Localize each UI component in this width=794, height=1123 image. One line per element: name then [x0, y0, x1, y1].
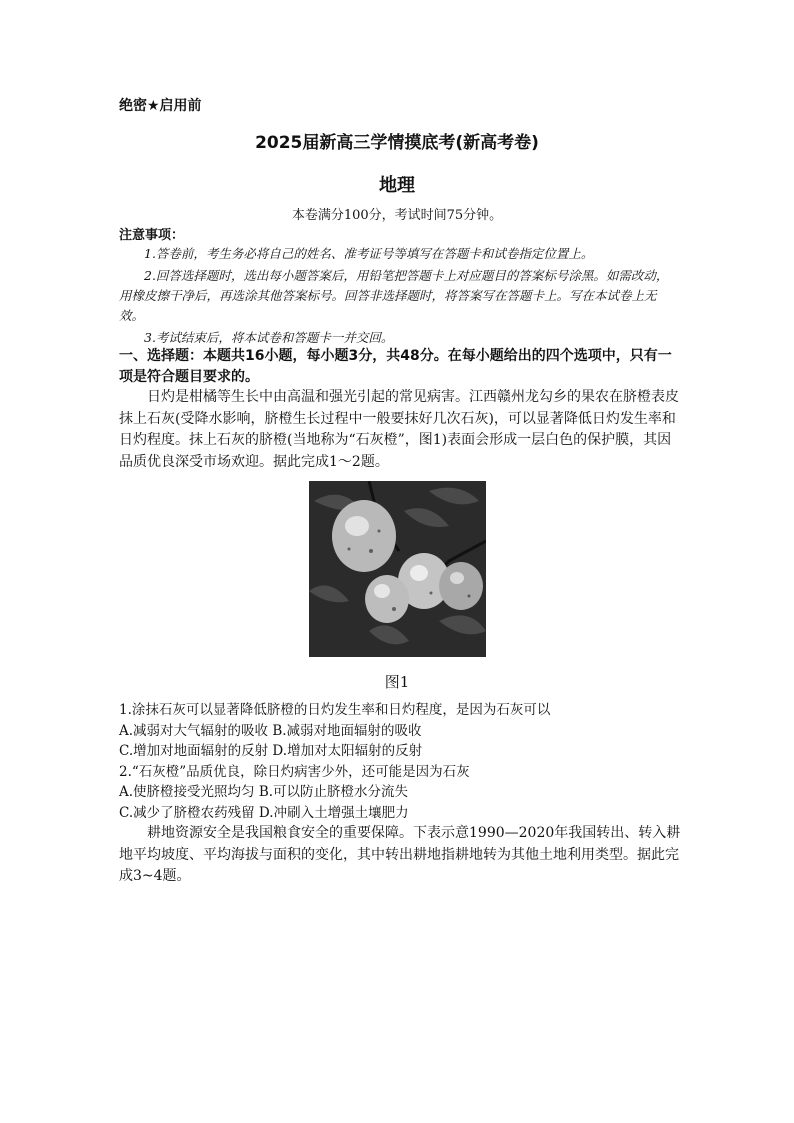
notice-item: 1.答卷前，考生务必将自己的姓名、准考证号等填写在答题卡和试卷指定位置上。 — [144, 246, 594, 261]
questions-block — [119, 700, 679, 823]
notice-list — [119, 244, 679, 350]
passage-farmland: 耕地资源安全是我国粮食安全的重要保障。下表示意1990—2020年我国转出、转入耕地平均坡度、平均海拔与面积的变化，其中转出耕地指耕地转为其他土地利用类型。据此完成3~4题。 — [119, 825, 681, 884]
notice-heading: 注意事项： — [119, 228, 185, 243]
subject-title: 地理 — [379, 175, 415, 196]
question-2-stem: 2.“石灰橙”品质优良，除日灼病害少外，还可能是因为石灰 — [119, 763, 470, 780]
orange-photo-drawing — [309, 481, 486, 657]
score-time-line: 本卷满分100分，考试时间75分钟。 — [291, 208, 503, 223]
secret-mark: 绝密★启用前 — [119, 98, 202, 114]
exam-title: 2025届新高三学情摸底考(新高考卷) — [255, 133, 539, 153]
navel-orange-photo — [309, 481, 486, 657]
section-heading: 一、选择题：本题共16小题，每小题3分，共48分。在每小题给出的四个选项中，只有一项是符合题目要求的。 — [119, 348, 672, 385]
passage-sunburn: 日灼是柑橘等生长中由高温和强光引起的常见病害。江西赣州龙勾乡的果农在脐橙表皮抹上石灰(受降水影响，脐橙生长过程中一般要抹好几次石灰)，可以显著降低日灼发生率和日灼程度。抹上石灰的脐橙(当地称为“石灰橙”，图1)表面会形成一层白色的保护膜，其因品质优良深受市场欢迎。据此完成1～2题。 — [119, 389, 679, 470]
notice-item: 3.考试结束后，将本试卷和答题卡一并交回。 — [144, 330, 394, 345]
question-1-options-cd: C.增加对地面辐射的反射 D.增加对太阳辐射的反射 — [119, 743, 423, 759]
figure-caption: 图1 — [384, 673, 410, 691]
question-1-stem: 1.涂抹石灰可以显著降低脐橙的日灼发生率和日灼程度，是因为石灰可以 — [119, 702, 551, 718]
question-1-options-ab: A.减弱对大气辐射的吸收 B.减弱对地面辐射的吸收 — [119, 722, 422, 739]
question-2-options-cd: C.减少了脐橙农药残留 D.冲刷入土增强土壤肥力 — [119, 804, 409, 821]
question-2-options-ab: A.使脐橙接受光照均匀 B.可以防止脐橙水分流失 — [119, 784, 409, 800]
notice-item: 2.回答选择题时，选出每小题答案后，用铅笔把答题卡上对应题目的答案标号涂黑。如需改动，用橡皮擦干净后，再选涂其他答案标号。回答非选择题时，将答案写在答题卡上。写在本试卷上无效。 — [119, 268, 669, 323]
